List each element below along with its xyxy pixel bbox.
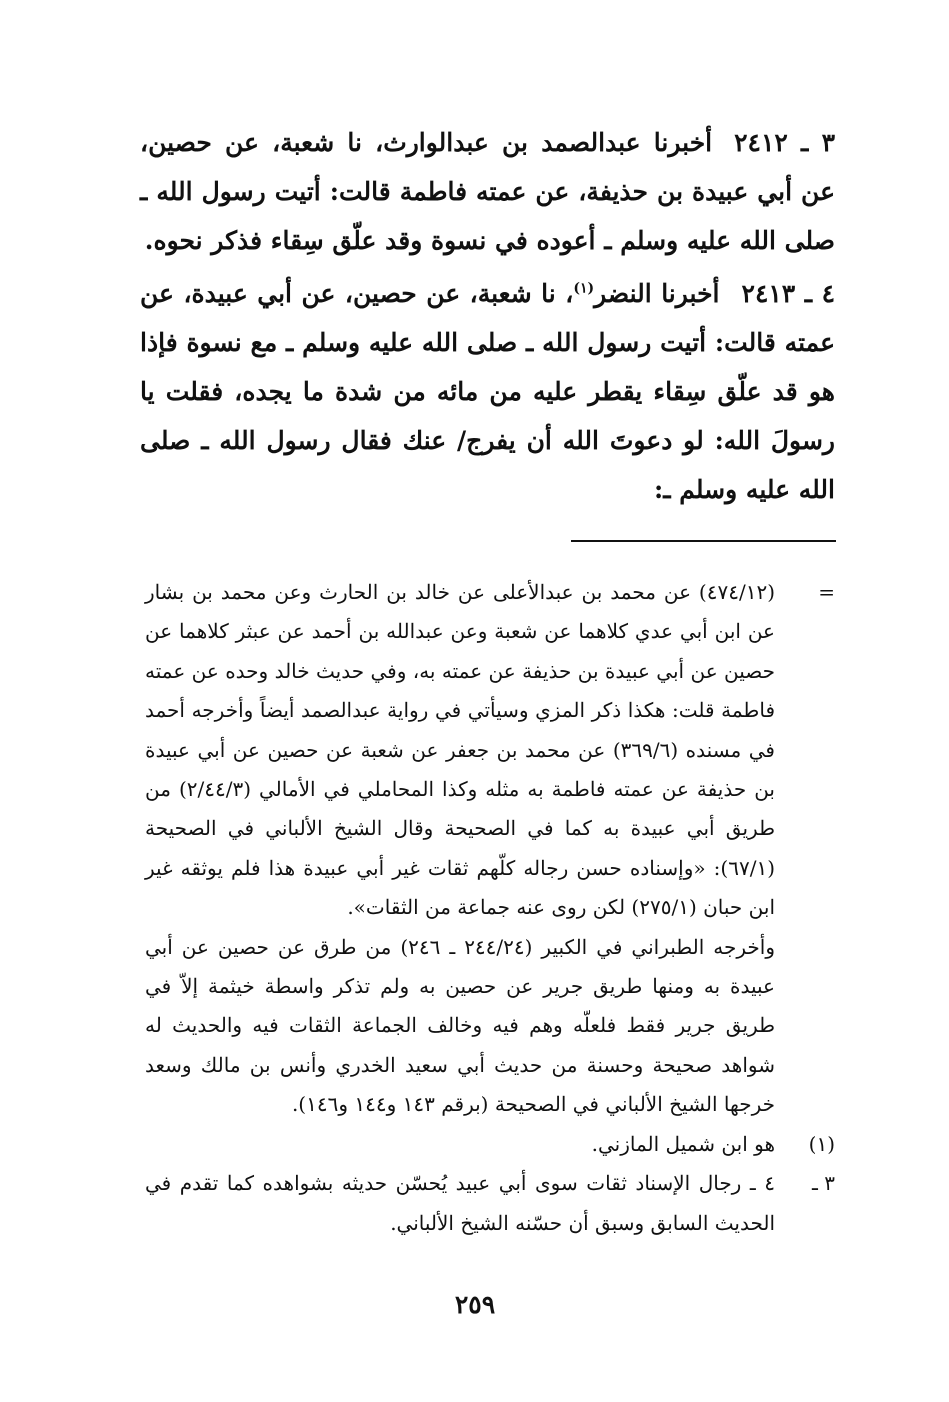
footnote-paragraph: وأخرجه الطبراني في الكبير (٢٤٤/٢٤ ـ ٢٤٦) من طرق عن حصين عن أبي عبيدة به ومنها طريق جرير عن حصين به ولم تذكر واسطة خيثمة إلاّ في طريق جرير فقط فلعلّه وهم فيه وخالف الجماعة الثقات فيه والحديث له شواهد صحيحة وحسنة من حديث أبي سعيد الخدري وأنس بن مالك وسعد خرجها الشيخ الألباني في الصحيحة (برقم ١٤٣ و١٤٤ و١٤٦).	[145, 934, 775, 1117]
hadith-number: ٣ ـ ٢٤١٢	[734, 128, 836, 157]
page-number: ٢٥٩	[454, 1290, 496, 1319]
footnote-marker: (١)	[808, 1131, 835, 1156]
continuation-marker: =	[818, 580, 835, 604]
footnote-1	[145, 1125, 835, 1164]
hadith-text-rest: ، نا شعبة، عن حصين، عن أبي عبيدة، عن عمته قالت: أتيت رسول الله ـ صلى الله عليه وسلم ـ مع نسوة فإذا هو قد علّق سِقاء يقطر عليه من مائه من شدة ما يجده، فقلت يا رسولَ الله: لو دعوتَ الله أن يفرج/ عنك فقال رسول الله ـ صلى الله عليه وسلم ـ:	[140, 279, 835, 504]
footnotes	[145, 573, 835, 1243]
footnote-body	[145, 573, 775, 1125]
hadith-entry-2412	[140, 118, 835, 265]
footnote-marker: ٣ ـ	[812, 1171, 835, 1196]
hadith-text-start: أخبرنا النضر	[594, 279, 720, 308]
footnote-paragraph: (٤٧٤/١٢) عن محمد بن عبدالأعلى عن خالد بن الحارث وعن محمد بن بشار عن ابن أبي عدي كلاهما عن شعبة وعن عبدالله بن أحمد عن عبثر كلاهما عن حصين عن أبي عبيدة بن حذيفة عن عمته به، وفي حديث خالد وحده عن عمته فاطمة قلت: هكذا ذكر المزي وسيأتي في رواية عبدالصمد أيضاً وأخرجه أحمد في مسنده (٣٦٩/٦) عن محمد بن جعفر عن شعبة عن حصين عن أبي عبيدة بن حذيفة عن عمته فاطمة به مثله وكذا المحاملي في الأمالي (٢/٤٤/٣) من طريق أبي عبيدة به كما في الصحيحة وقال الشيخ الألباني في الصحيحة (٦٧/١): «وإسناده حسن رجاله كلّهم ثقات غير أبي عبيدة هذا فلم يوثقه غير ابن حبان (٢٧٥/١) لكن روى عنه جماعة من الثقات».	[145, 580, 775, 920]
hadith-entry-2413	[140, 269, 835, 514]
hadith-text: أخبرنا عبدالصمد بن عبدالوارث، نا شعبة، عن حصين، عن أبي عبيدة بن حذيفة، عن عمته فاطمة قالت: أتيت رسول الله ـ صلى الله عليه وسلم ـ أعوده في نسوة وقد علّق سِقاء فذكر نحوه.	[140, 128, 835, 255]
footnote-reference[interactable]: (١)	[573, 280, 595, 297]
footnote-text: هو ابن شميل المازني.	[591, 1131, 775, 1156]
hadith-number: ٤ ـ ٢٤١٣	[741, 279, 835, 308]
footnote-3-4	[145, 1164, 835, 1243]
footnote-continuation	[145, 573, 835, 1125]
footnote-separator	[571, 540, 836, 542]
footnote-text: ٤ ـ رجال الإسناد ثقات سوى أبي عبيد يُحسّن حديثه بشواهده كما تقدم في الحديث السابق وسبق أن حسّنه الشيخ الألباني.	[145, 1171, 775, 1235]
main-text	[140, 118, 835, 518]
